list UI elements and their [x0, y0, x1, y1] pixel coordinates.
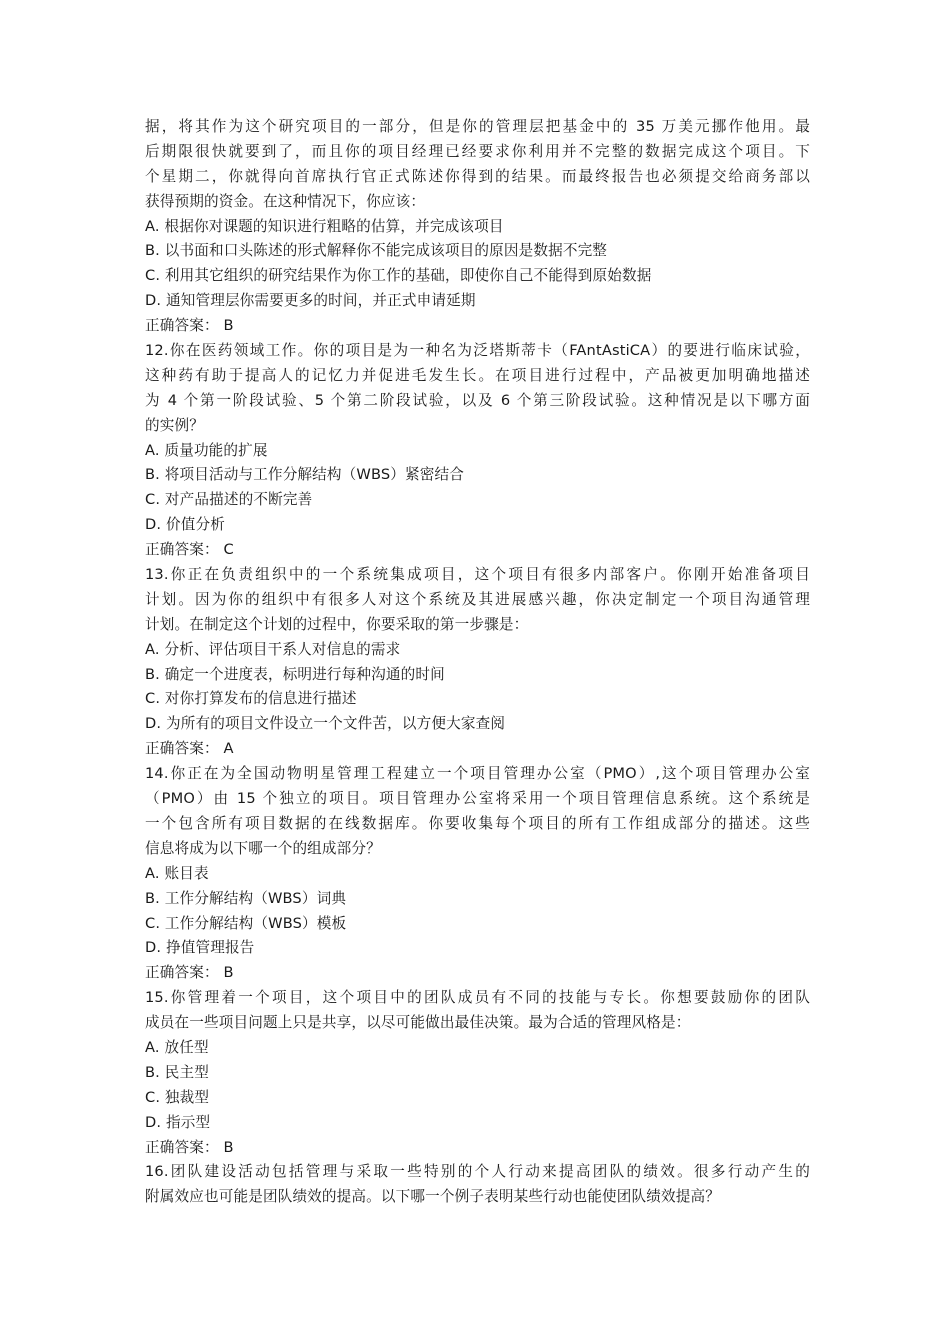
option-c: C. 独裁型 [145, 1088, 210, 1106]
question-text-line: 为 4 个第一阶段试验、5 个第二阶段试验，以及 6 个第三阶段试验。这种情况是以下哪方面 [145, 391, 810, 409]
option-d: D. 价值分析 [145, 516, 225, 534]
option-a: A. 质量功能的扩展 [145, 441, 268, 459]
question-text-line: 计划。因为你的组织中有很多人对这个系统及其进展感兴趣，你决定制定一个项目沟通管理 [145, 590, 810, 608]
question-text-line: 后期限很快就要到了，而且你的项目经理已经要求你利用并不完整的数据完成这个项目。下 [145, 142, 810, 160]
question-16 [145, 1160, 810, 1210]
option-d: D. 为所有的项目文件设立一个文件苦，以方便大家查阅 [145, 715, 506, 733]
question-15 [145, 986, 810, 1036]
question-13 [145, 563, 810, 638]
question-text-line: 一个包含所有项目数据的在线数据库。你要收集每个项目的所有工作组成部分的描述。这些 [145, 814, 810, 832]
correct-answer: 正确答案： C [145, 541, 234, 559]
question-11-continuation [145, 115, 810, 215]
question-text-line: 成员在一些项目问题上只是共享，以尽可能做出最佳决策。最为合适的管理风格是： [145, 1014, 691, 1032]
correct-answer: 正确答案： B [145, 1138, 234, 1156]
option-c: C. 工作分解结构（WBS）模板 [145, 914, 347, 932]
correct-answer: 正确答案： B [145, 317, 234, 335]
correct-answer: 正确答案： B [145, 964, 234, 982]
option-b: B. 将项目活动与工作分解结构（WBS）紧密结合 [145, 466, 465, 484]
option-c: C. 利用其它组织的研究结果作为你工作的基础，即使你自己不能得到原始数据 [145, 267, 652, 285]
option-c: C. 对产品描述的不断完善 [145, 491, 313, 509]
question-text-line: 个星期二，你就得向首席执行官正式陈述你得到的结果。而最终报告也必须提交给商务部以 [145, 167, 810, 185]
question-text-line: 附属效应也可能是团队绩效的提高。以下哪一个例子表明某些行动也能使团队绩效提高？ [145, 1188, 721, 1206]
question-text-line: 这种药有助于提高人的记忆力并促进毛发生长。在项目进行过程中，产品被更加明确地描述 [145, 366, 810, 384]
question-12 [145, 339, 810, 439]
question-text-line: 12.你在医药领域工作。你的项目是为一种名为泛塔斯蒂卡（FAntAstiCA）的要进行临床试验， [145, 342, 810, 360]
option-c: C. 对你打算发布的信息进行描述 [145, 690, 357, 708]
question-14 [145, 762, 810, 862]
question-text-line: （PMO）由 15 个独立的项目。项目管理办公室将采用一个项目管理信息系统。这个系统是 [145, 790, 810, 808]
question-text-line: 据，将其作为这个研究项目的一部分，但是你的管理层把基金中的 35 万美元挪作他用。最 [145, 118, 810, 135]
option-a: A. 放任型 [145, 1038, 209, 1056]
option-b: B. 以书面和口头陈述的形式解释你不能完成该项目的原因是数据不完整 [145, 242, 608, 260]
question-text-line: 获得预期的资金。在这种情况下，你应该： [145, 192, 426, 210]
question-text-line: 13.你正在负责组织中的一个系统集成项目，这个项目有很多内部客户。你刚开始准备项目 [145, 566, 810, 584]
option-a: A. 根据你对课题的知识进行粗略的估算，并完成该项目 [145, 217, 504, 235]
question-text-line: 计划。在制定这个计划的过程中，你要采取的第一步骤是： [145, 615, 529, 633]
question-text-line: 15.你管理着一个项目，这个项目中的团队成员有不同的技能与专长。你想要鼓励你的团队 [145, 989, 810, 1007]
question-text-line: 16.团队建设活动包括管理与采取一些特别的个人行动来提高团队的绩效。很多行动产生的 [145, 1163, 810, 1181]
document-page [145, 115, 810, 1210]
question-text-line: 信息将成为以下哪一个的组成部分？ [145, 839, 381, 857]
option-b: B. 民主型 [145, 1063, 209, 1081]
correct-answer: 正确答案： A [145, 740, 234, 758]
option-a: A. 账目表 [145, 864, 209, 882]
option-b: B. 确定一个进度表，标明进行每种沟通的时间 [145, 665, 445, 683]
question-text-line: 的实例？ [145, 416, 204, 434]
option-a: A. 分析、评估项目干系人对信息的需求 [145, 640, 401, 658]
option-b: B. 工作分解结构（WBS）词典 [145, 889, 347, 907]
question-text-line: 14.你正在为全国动物明星管理工程建立一个项目管理办公室（PMO）,这个项目管理办公室 [145, 765, 810, 783]
option-d: D. 通知管理层你需要更多的时间，并正式申请延期 [145, 292, 476, 310]
option-d: D. 挣值管理报告 [145, 939, 255, 957]
option-d: D. 指示型 [145, 1113, 211, 1131]
